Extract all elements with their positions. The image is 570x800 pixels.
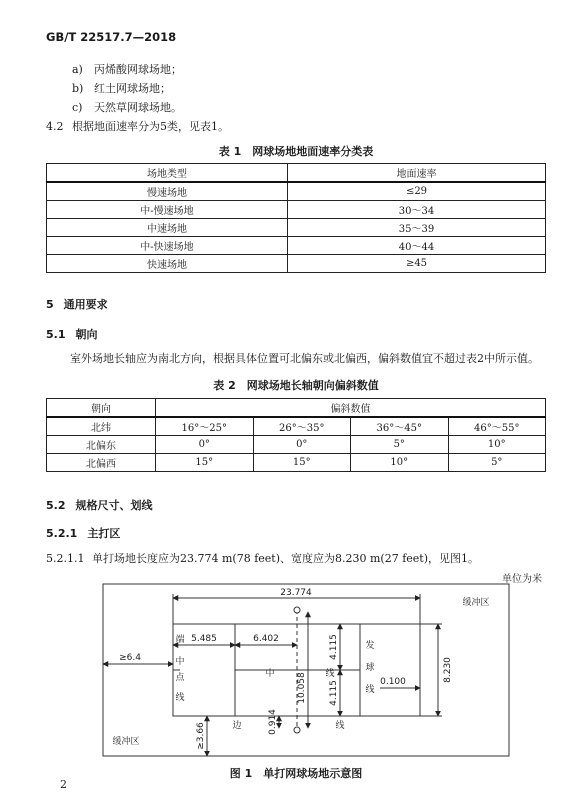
label-center-mark: 中: [175, 657, 185, 667]
section-title: 通用要求: [63, 298, 108, 311]
paragraph-5-1: 室外场地长轴应为南北方向，根据具体位置可北偏东或北偏西，偏斜数值宜不超过表2中所示值。: [70, 352, 539, 365]
label-net-overhang: 0.100: [380, 677, 406, 687]
table-cell: 快速场地: [47, 255, 288, 273]
list-text: 天然草网球场地。: [94, 101, 182, 114]
table-cell: 北偏东: [47, 436, 156, 454]
list-text: 丙烯酸网球场地；: [94, 63, 182, 76]
table-cell: 5°: [448, 454, 546, 472]
figure1-caption: 图 1 单打网球场地示意图: [229, 767, 363, 780]
list-marker: a): [72, 63, 83, 76]
table-cell: 10°: [351, 454, 449, 472]
table-cell: 35～39: [288, 219, 546, 237]
label-serve-line: 线: [365, 685, 375, 695]
label-end-line: 线: [175, 693, 185, 703]
table-cell: 26°～35°: [253, 417, 351, 436]
section-title: 朝向: [75, 328, 98, 341]
table-cell: 北偏西: [47, 454, 156, 472]
label-net-post-offset: 0.914: [268, 709, 278, 735]
table-cell: 中-快速场地: [47, 237, 288, 255]
label-center-line: 中: [265, 669, 275, 679]
table-cell: ≤29: [288, 182, 546, 201]
table-cell: 46°～55°: [448, 417, 546, 436]
section-title: 规格尺寸、划线: [75, 499, 153, 512]
table-cell: 0°: [253, 436, 351, 454]
label-total-length: 23.774: [280, 588, 312, 598]
page-number: 2: [60, 778, 67, 791]
table-cell: ≥45: [288, 255, 546, 273]
label-center-mark: 点: [175, 673, 185, 683]
label-service-to-net: 6.402: [253, 634, 279, 644]
unit-note: 单位为米: [502, 574, 542, 585]
table-header-cell: 场地类型: [47, 164, 288, 183]
section-number: 5.1: [46, 328, 66, 341]
table-cell: 15°: [156, 454, 254, 472]
label-center-line: 线: [325, 669, 335, 679]
clause-number: 4.2: [46, 120, 64, 133]
table1-caption: 表 1 网球场地地面速率分类表: [218, 145, 374, 158]
label-side-line: 线: [335, 721, 345, 731]
clause-number: 5.2.1.1: [46, 552, 85, 565]
clause-text: 单打场地长度应为23.774 m(78 feet)、宽度应为8.230 m(27 feet)，见图1。: [92, 552, 480, 565]
table-cell: 15°: [253, 454, 351, 472]
section-number: 5: [46, 298, 54, 311]
table-cell: 30～34: [288, 201, 546, 219]
label-service-to-baseline: 5.485: [191, 634, 217, 644]
label-bottom-buffer: ≥3.66: [196, 722, 206, 750]
clause-text: 根据地面速率分为5类，见表1。: [72, 120, 229, 133]
table-cell: 5°: [351, 436, 449, 454]
label-serve-line: 球: [365, 663, 375, 673]
label-half-width-lower: 4.115: [329, 680, 339, 706]
list-text: 红土网球场地；: [94, 82, 171, 95]
table-cell: 北纬: [47, 417, 156, 436]
label-court-width: 8.230: [443, 657, 453, 683]
table-cell: 0°: [156, 436, 254, 454]
table-cell: 10°: [448, 436, 546, 454]
table-cell: 36°～45°: [351, 417, 449, 436]
table2-caption: 表 2 网球场地长轴朝向偏斜数值: [213, 379, 379, 392]
section-number: 5.2: [46, 499, 66, 512]
label-buffer-zone-left: 缓冲区: [112, 737, 140, 747]
net-post-icon: [294, 727, 300, 733]
section-title: 主打区: [87, 527, 121, 540]
table-cell: 16°～25°: [156, 417, 254, 436]
table-cell: 慢速场地: [47, 182, 288, 201]
label-buffer-left: ≥6.4: [119, 653, 141, 663]
list-marker: c): [72, 101, 83, 114]
label-end-line: 端: [175, 635, 185, 645]
table-cell: 中-慢速场地: [47, 201, 288, 219]
table-header-cell: 偏斜数值: [156, 399, 546, 418]
table-header-cell: 朝向: [47, 399, 156, 418]
label-net-post-span: 10.058: [297, 672, 307, 704]
label-serve-line: 发: [365, 641, 375, 651]
label-half-width-upper: 4.115: [329, 634, 339, 660]
table-cell: 中速场地: [47, 219, 288, 237]
table-header-cell: 地面速率: [288, 164, 546, 183]
net-post-icon: [294, 607, 300, 613]
table-cell: 40～44: [288, 237, 546, 255]
section-number: 5.2.1: [46, 527, 78, 540]
label-buffer-zone-right: 缓冲区: [462, 598, 490, 608]
label-side-line: 边: [232, 721, 242, 731]
standard-number: GB/T 22517.7—2018: [46, 30, 177, 44]
list-marker: b): [72, 82, 84, 95]
